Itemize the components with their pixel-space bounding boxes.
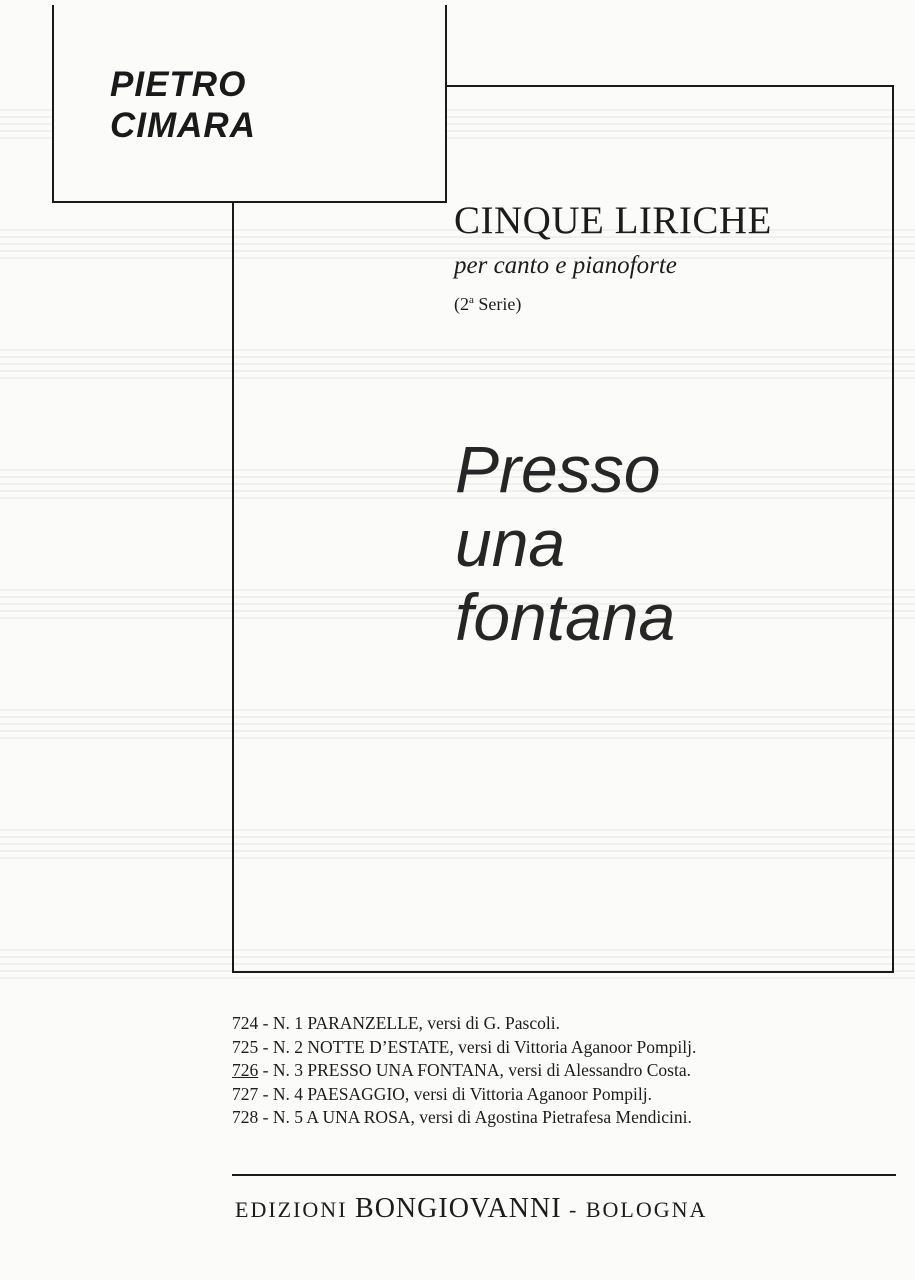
catalog-number: 728 [232,1107,259,1127]
song-title [455,432,675,654]
catalog-no: N. 5 [272,1107,303,1127]
catalog-item: 726 - N. 3 PRESSO UNA FONTANA, versi di Alessandro Costa. [232,1060,691,1080]
catalog-credit: versi di Alessandro Costa. [508,1060,691,1080]
catalog-number: 727 [232,1083,259,1104]
publisher-name: BONGIOVANNI [355,1193,562,1224]
catalog-item: 727 - N. 4 PAESAGGIO, versi di Vittoria Aganoor Pompilj. [232,1083,652,1104]
catalog-title: PRESSO UNA FONTANA [307,1060,500,1080]
catalog-title: A UNA ROSA [306,1107,411,1127]
catalog-credit: versi di G. Pascoli. [427,1013,560,1033]
catalog-number: 724 [232,1013,259,1033]
series-note-close: Serie) [473,294,522,314]
publisher-city: BOLOGNA [585,1197,708,1222]
catalog-credit: versi di Agostina Pietrafesa Mendicini. [419,1107,692,1127]
catalog-no: N. 4 [272,1083,303,1104]
catalog-no: N. 1 [272,1013,303,1033]
catalog-title: NOTTE D’ESTATE [307,1036,450,1057]
catalog-item: 725 - N. 2 NOTTE D’ESTATE, versi di Vittoria Aganoor Pompilj. [232,1036,697,1057]
catalog-number: 725 [232,1036,259,1057]
catalog-title: PAESAGGIO [307,1083,405,1104]
song-title-line-1: Presso [455,432,661,506]
publisher-separator: - [569,1197,579,1222]
publisher-line [235,1193,707,1225]
composer-first-name: PIETRO [110,65,247,104]
catalog-item: 728 - N. 5 A UNA ROSA, versi di Agostina Pietrafesa Mendicini. [232,1107,692,1127]
catalog-title: PARANZELLE [307,1013,419,1033]
series-note [454,294,521,315]
catalog-number: 726 [232,1060,259,1080]
song-title-line-2: una [455,506,566,580]
catalog-no: N. 2 [272,1036,303,1057]
publisher-edizioni: EDIZIONI [235,1197,348,1222]
series-title: CINQUE LIRICHE [454,199,772,242]
composer-last-name: CIMARA [110,106,256,145]
series-note-superscript: a [469,294,474,306]
catalog-credit: versi di Vittoria Aganoor Pompilj. [458,1036,697,1057]
catalog-credit: versi di Vittoria Aganoor Pompilj. [413,1083,652,1104]
catalog-no: N. 3 [272,1060,303,1080]
composer-name [110,64,256,146]
series-note-open: (2 [454,294,469,314]
catalog-item: 724 - N. 1 PARANZELLE, versi di G. Pascoli. [232,1013,560,1033]
catalog-list [232,1012,696,1130]
subtitle: per canto e pianoforte [454,252,677,279]
song-title-line-3: fontana [455,580,676,654]
publisher-rule [232,1174,896,1176]
